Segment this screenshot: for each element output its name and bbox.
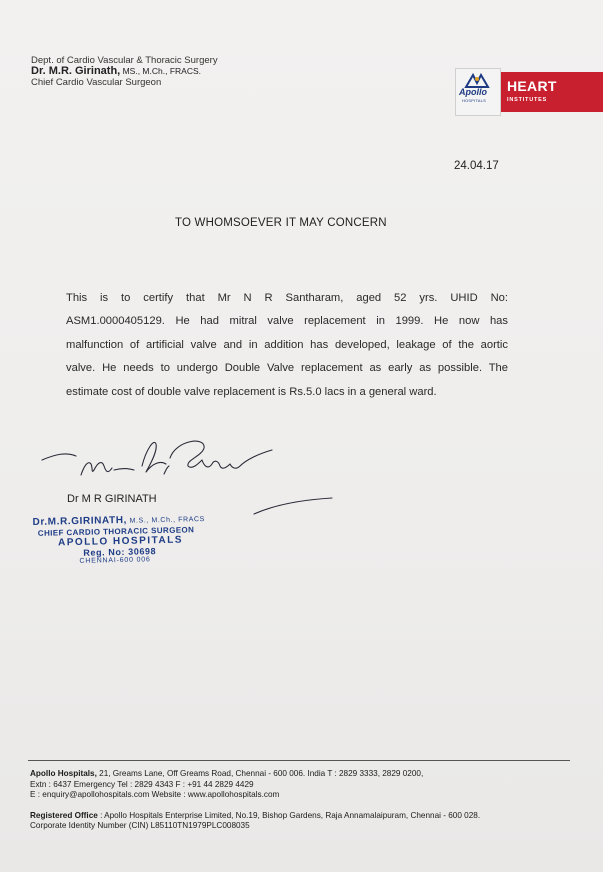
institutes-text: INSTITUTES [507, 97, 548, 103]
stamp-doctor-name: Dr.M.R.GIRINATH, [32, 514, 128, 528]
department-name: Dept. of Cardio Vascular & Thoracic Surgery [31, 55, 218, 66]
footer-address [30, 769, 480, 780]
letter-footer [30, 769, 480, 832]
stamp-doctor-quals: M.S., M.Ch., FRACS [126, 516, 205, 525]
handwritten-signature [36, 430, 336, 520]
doctor-qualifications: MS., M.Ch., FRACS. [120, 66, 201, 76]
stamp-line-hospital: APOLLO HOSPITALS [57, 534, 184, 549]
body-line: This is to certify that Mr N R Santharam, aged 52 yrs. UHID No: [66, 292, 508, 304]
heart-text: HEART [507, 78, 557, 94]
footer-cin: Corporate Identity Number (CIN) L85110TN1979PLC008035 [30, 821, 250, 830]
stamp-line-reg: Reg. No: 30698 [83, 546, 157, 558]
doctor-name-line [31, 66, 218, 77]
body-line: ASM1.0000405129. He had mitral valve replacement in 1999. He now has [66, 315, 508, 328]
footer-contact: E : enquiry@apollohospitals.com Website : www.apollohospitals.com [30, 790, 280, 799]
doctor-stamp [32, 513, 205, 566]
body-line: malfunction of artificial valve and in addition has developed, leakage of the aortic [66, 338, 508, 351]
footer-registered-label: Registered Office [30, 810, 98, 820]
footer-registered-text: : Apollo Hospitals Enterprise Limited, No.19, Bishop Gardens, Raja Annamalaipuram, Chennai - 600 028. [97, 810, 481, 820]
footer-org-name: Apollo Hospitals, [30, 769, 97, 778]
stamp-line-city: CHENNAI-600 006 [79, 556, 151, 565]
letter-body [66, 287, 508, 404]
apollo-heart-logo [455, 68, 603, 116]
letter-title: TO WHOMSOEVER IT MAY CONCERN [175, 217, 387, 229]
apollo-logo-box [455, 68, 501, 116]
footer-registered [30, 811, 480, 822]
footer-phone: Extn : 6437 Emergency Tel : 2829 4343 F : +91 44 2829 4429 [30, 779, 254, 789]
letterhead [31, 55, 218, 88]
letter-date: 24.04.17 [454, 160, 499, 172]
doctor-title: Chief Cardio Vascular Surgeon [31, 77, 162, 88]
doctor-name: Dr. M.R. Girinath, [31, 65, 121, 77]
body-line: estimate cost of double valve replacement is Rs.5.0 lacs in a general ward. [66, 385, 437, 398]
body-line: valve. He needs to undergo Double Valve replacement as early as possible. The [66, 362, 508, 375]
stamp-line-title: CHIEF CARDIO THORACIC SURGEON [37, 525, 195, 538]
heart-institutes-banner [501, 72, 603, 112]
apollo-brand-sub: HOSPITALS [462, 98, 486, 103]
signatory-name: Dr M R GIRINATH [67, 493, 157, 505]
footer-address-text: 21, Greams Lane, Off Greams Road, Chennai - 600 006. India T : 2829 3333, 2829 0200, [96, 769, 424, 778]
footer-spacer [30, 801, 480, 811]
footer-divider [28, 760, 570, 761]
apollo-brand-text: Apollo [459, 87, 487, 97]
